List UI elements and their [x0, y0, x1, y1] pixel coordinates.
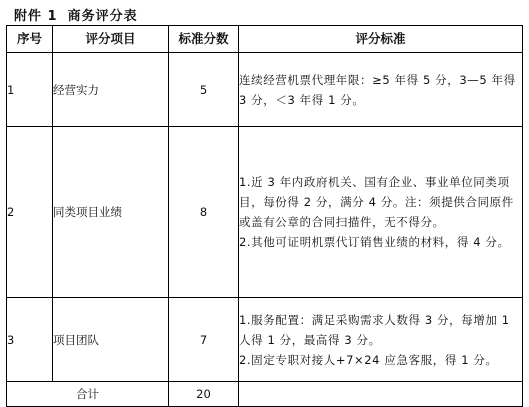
row-score: 5 — [169, 53, 239, 127]
row-no: 3 — [7, 298, 53, 382]
total-row — [7, 382, 523, 407]
row-standard — [239, 53, 523, 127]
row-standard — [239, 298, 523, 382]
row-item: 项目团队 — [53, 298, 169, 382]
scoring-table — [6, 25, 523, 407]
row-standard — [239, 127, 523, 298]
table-row — [7, 127, 523, 298]
total-score: 20 — [169, 382, 239, 407]
table-row — [7, 298, 523, 382]
standard-text: 2.固定专职对接人+7×24 应急客服，得 1 分。 — [239, 352, 498, 367]
attachment-label: 附件 1 — [14, 9, 58, 24]
document-heading — [14, 5, 138, 24]
total-label: 合计 — [7, 382, 169, 407]
row-no: 1 — [7, 53, 53, 127]
standard-text: 1.近 3 年内政府机关、国有企业、事业单位同类项目，每份得 2 分，满分 4 分。注：须提供合同原件或盖有公章的合同扫描件，无不得分。 — [239, 175, 514, 229]
table-row — [7, 53, 523, 127]
row-score: 8 — [169, 127, 239, 298]
standard-text: 1.服务配置：满足采购需求人数得 3 分，每增加 1 人得 1 分，最高得 3 分。 — [239, 312, 510, 347]
header-no: 序号 — [7, 26, 53, 53]
header-score: 标准分数 — [169, 26, 239, 53]
row-score: 7 — [169, 298, 239, 382]
row-item: 经营实力 — [53, 53, 169, 127]
row-item: 同类项目业绩 — [53, 127, 169, 298]
standard-text: 2.其他可证明机票代订销售业绩的材料，得 4 分。 — [239, 235, 510, 249]
row-no: 2 — [7, 127, 53, 298]
table-title: 商务评分表 — [67, 9, 138, 24]
total-standard-empty — [239, 382, 523, 407]
header-standard: 评分标准 — [239, 26, 523, 53]
header-item: 评分项目 — [53, 26, 169, 53]
table-header-row — [7, 26, 523, 53]
standard-text: 连续经营机票代理年限：≥5 年得 5 分，3—5 年得 3 分，＜3 年得 1 分。 — [239, 72, 516, 107]
